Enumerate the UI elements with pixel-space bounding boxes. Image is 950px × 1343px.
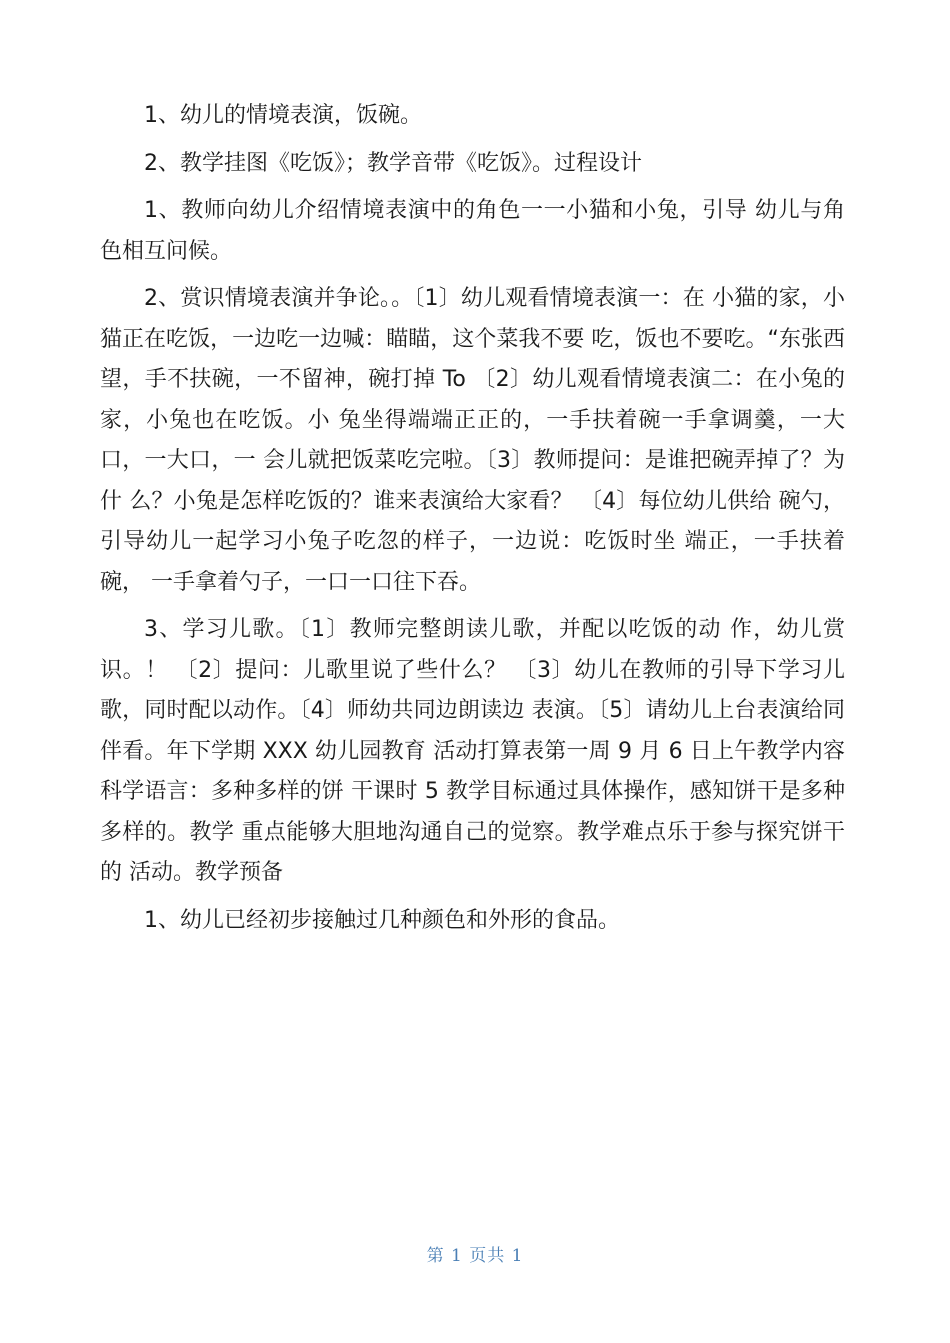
paragraph-materials-1: 1、幼儿的情境表演，饭碗。 [144,103,422,128]
paragraph-materials-2: 2、教学挂图《吃饭》；教学音带《吃饭》。过程设计 [144,150,642,176]
document-body [100,96,845,948]
paragraph-step-1: 1、教师向幼儿介绍情境表演中的角色一一小猫和小兔，引导 幼儿与角色相互问候。 [100,198,845,264]
page-number-footer: 第 1 页共 1 [426,1246,524,1266]
paragraph-step-2: 2、赏识情境表演并争论。。〔1〕幼儿观看情境表演一：在 小猫的家，小猫正在吃饭，一边吃一边喊：瞄瞄，这个菜我不要 吃，饭也不要吃。“东张西望，手不扶碗，一不留神，碗打掉 To 〔2〕幼儿观看情境表演二：在小兔的家，小兔也在吃饭。小 兔坐得端端正正的，一手扶着碗一手拿调羹，一大口，一大口，一 会儿就把饭菜吃完啦。〔3〕教师提问：是谁把碗弄掉了？为什 么？小兔是怎样吃饭的？谁来表演给大家看？ 〔4〕每位幼儿供给 碗勺，引导幼儿一起学习小兔子吃忽的样子，一边说：吃饭时坐 端正，一手扶着碗， 一手拿着勺子，一口一口往下吞。 [100,286,845,595]
paragraph-step-3: 3、学习儿歌。〔1〕教师完整朗读儿歌，并配以吃饭的动 作，幼儿赏识。！ 〔2〕提问：儿歌里说了些什么？ 〔3〕幼儿在教师的引导下学习儿歌，同时配以动作。〔4〕师幼共同边朗读边 表演。〔5〕请幼儿上台表演给同伴看。年下学期 XXX 幼儿园教育 活动打算表第一周 9 月 6 日上午教学内容科学语言：多种多样的饼 干课时 5 教学目标通过具体操作，感知饼干是多种多样的。教学 重点能够大胆地沟通自己的觉察。教学难点乐于参与探究饼干的 活动。教学预备 [100,617,845,885]
paragraph-preparation-1: 1、幼儿已经初步接触过几种颜色和外形的食品。 [144,907,620,933]
